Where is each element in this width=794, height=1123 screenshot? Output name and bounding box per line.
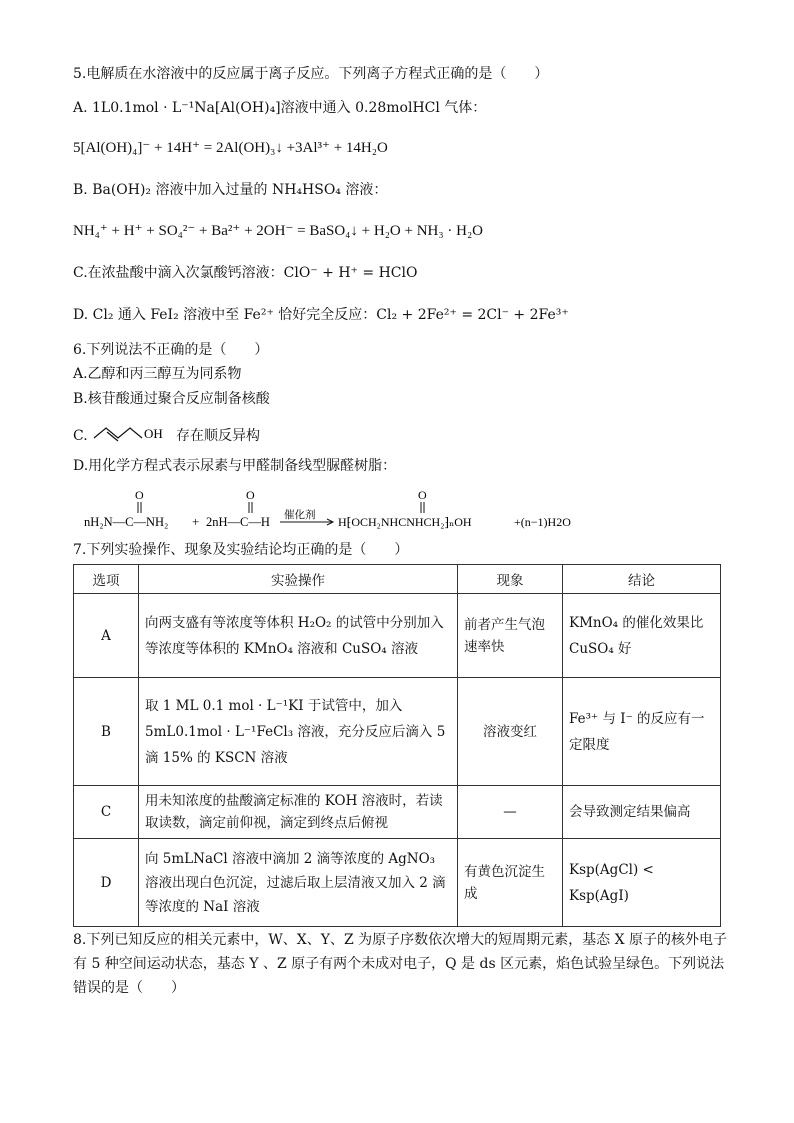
row-a-phenomenon: 前者产生气泡速率快 bbox=[458, 594, 563, 678]
row-a-conclusion: KMnO₄ 的催化效果比 CuSO₄ 好 bbox=[563, 594, 721, 678]
q6-option-c-prefix: C. bbox=[73, 428, 88, 444]
q5-option-b-label: B. Ba(OH)₂ 溶液中加入过量的 NH₄HSO₄ 溶液： bbox=[73, 182, 388, 198]
row-a-option: A bbox=[74, 594, 139, 678]
urea-formula: nH₂N—C—NH₂ bbox=[84, 515, 169, 529]
q5-option-c: C.在浓盐酸中滴入次氯酸钙溶液：ClO⁻ + H⁺ = HClO bbox=[73, 265, 418, 281]
catalyst-label: 催化剂 bbox=[284, 510, 316, 521]
row-c-phenomenon: — bbox=[458, 786, 563, 839]
water-term: +(n−1)H2O bbox=[514, 515, 571, 529]
q7-stem: 7.下列实验操作、现象及实验结论均正确的是（ ） bbox=[73, 542, 409, 558]
table-row bbox=[74, 786, 721, 839]
q5-option-b-equation: NH₄⁺ + H⁺ + SO₄²⁻ + Ba²⁺ + 2OH⁻ = BaSO₄↓ + H₂O + NH₃ · H₂O bbox=[73, 223, 484, 239]
row-b-option: B bbox=[74, 678, 139, 786]
row-b-operation: 取 1 ML 0.1 mol · L⁻¹KI 于试管中，加入 5mL0.1mol · L⁻¹FeCl₃ 溶液，充分反应后滴入 5 滴 15% 的 KSCN 溶液 bbox=[139, 678, 458, 786]
row-d-phenomenon: 有黄色沉淀生成 bbox=[458, 839, 563, 927]
q6-option-b: B.核苷酸通过聚合反应制备核酸 bbox=[73, 391, 270, 407]
table-row bbox=[74, 594, 721, 678]
butenol-oh-label: OH bbox=[144, 426, 163, 441]
row-a-operation: 向两支盛有等浓度等体积 H₂O₂ 的试管中分别加入等浓度等体积的 KMnO₄ 溶液和 CuSO₄ 溶液 bbox=[139, 594, 458, 678]
q6-option-d: D.用化学方程式表示尿素与甲醛制备线型脲醛树脂： bbox=[73, 458, 397, 474]
table-row bbox=[74, 678, 721, 786]
q8-line-3: 错误的是（ ） bbox=[73, 980, 185, 996]
resin-carbonyl-o: O bbox=[418, 488, 427, 502]
row-b-phenomenon: 溶液变红 bbox=[458, 678, 563, 786]
q5-option-a-equation: 5[Al(OH)₄]⁻ + 14H⁺ = 2Al(OH)₃↓ +3Al³⁺ + 14H₂O bbox=[73, 140, 388, 156]
row-d-conclusion: Ksp(AgCl) < Ksp(AgI) bbox=[563, 839, 721, 927]
header-option: 选项 bbox=[74, 565, 139, 594]
header-phenomenon: 现象 bbox=[458, 565, 563, 594]
q6-option-a: A.乙醇和丙三醇互为同系物 bbox=[73, 366, 242, 382]
formaldehyde-formula: 2nH—C—H bbox=[206, 515, 270, 529]
urea-carbonyl-o: O bbox=[135, 488, 144, 502]
q5-option-d: D. Cl₂ 通入 FeI₂ 溶液中至 Fe²⁺ 恰好完全反应：Cl₂ + 2Fe²⁺ = 2Cl⁻ + 2Fe³⁺ bbox=[73, 307, 569, 323]
row-d-operation: 向 5mLNaCl 溶液中滴加 2 滴等浓度的 AgNO₃ 溶液出现白色沉淀，过滤后取上层清液又加入 2 滴等浓度的 NaI 溶液 bbox=[139, 839, 458, 927]
q5-stem: 5.电解质在水溶液中的反应属于离子反应。下列离子方程式正确的是（ ） bbox=[73, 66, 549, 82]
formaldehyde-carbonyl-o: O bbox=[246, 488, 255, 502]
q6-option-c-text: 存在顺反异构 bbox=[176, 428, 260, 444]
q8-line-2: 有 5 种空间运动状态，基态 Y 、Z 原子有两个未成对电子，Q 是 ds 区元素，焰色试验呈绿色。下列说法 bbox=[73, 956, 725, 972]
row-c-option: C bbox=[74, 786, 139, 839]
header-conclusion: 结论 bbox=[563, 565, 721, 594]
q6-stem: 6.下列说法不正确的是（ ） bbox=[73, 342, 269, 358]
row-d-option: D bbox=[74, 839, 139, 927]
resin-formula: H⁅OCH₂NHCNHCH₂⁆ₙOH bbox=[338, 515, 472, 529]
q8-line-1: 8.下列已知反应的相关元素中，W、X、Y、Z 为原子序数依次增大的短周期元素，基态 X 原子的核外电子 bbox=[73, 932, 727, 948]
table-row bbox=[74, 839, 721, 927]
table-header-row bbox=[74, 565, 721, 594]
experiment-table bbox=[73, 564, 721, 927]
butenol-structure bbox=[92, 418, 172, 448]
row-c-conclusion: 会导致测定结果偏高 bbox=[563, 786, 721, 839]
row-c-operation: 用未知浓度的盐酸滴定标准的 KOH 溶液时，若读取读数，滴定前仰视，滴定到终点后俯视 bbox=[139, 786, 458, 839]
row-b-conclusion: Fe³⁺ 与 I⁻ 的反应有一定限度 bbox=[563, 678, 721, 786]
header-operation: 实验操作 bbox=[139, 565, 458, 594]
equation-plus: + bbox=[192, 514, 200, 529]
urea-formaldehyde-equation bbox=[84, 486, 584, 532]
q5-option-a-label: A. 1L0.1mol · L⁻¹Na[Al(OH)₄]溶液中通入 0.28molHCl 气体： bbox=[73, 100, 487, 116]
